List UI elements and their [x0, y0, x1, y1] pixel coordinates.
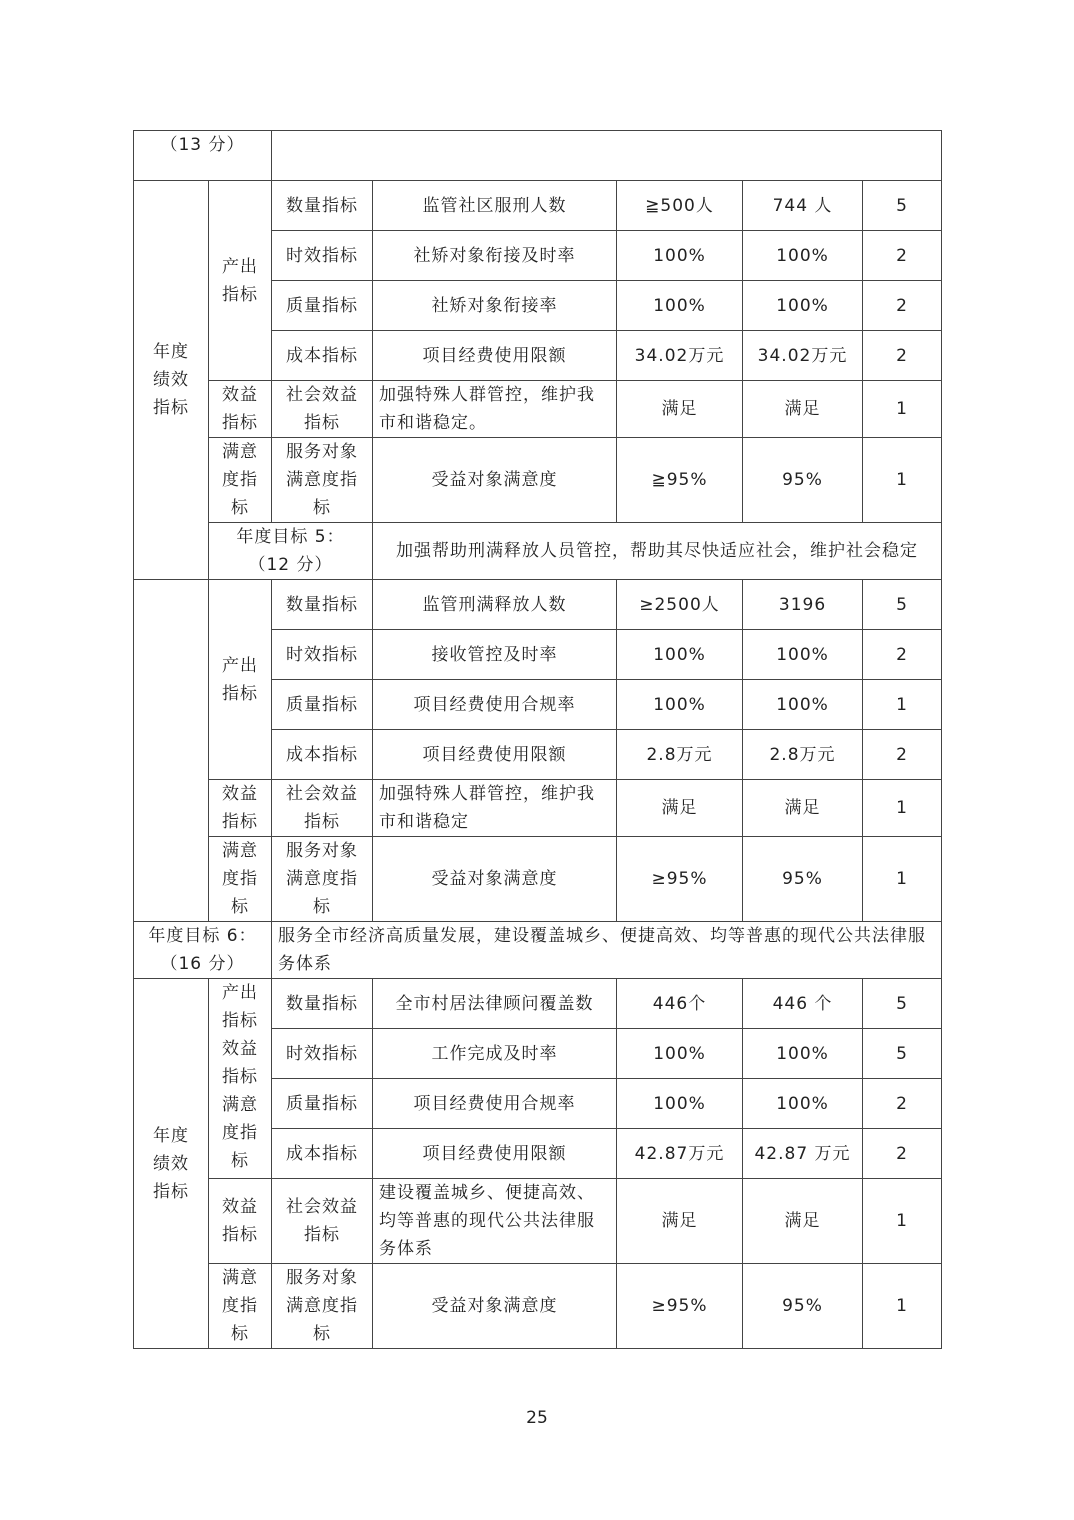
category-label: 产出 指标: [222, 256, 258, 305]
category-label: 效益 指标: [222, 385, 258, 433]
category-label: 满意 度指 标: [222, 841, 258, 917]
actual-cell: 100%: [743, 281, 863, 331]
target-cell: 满足: [617, 780, 743, 837]
block-label: 年度 绩效 指标: [153, 342, 189, 418]
table-row: [134, 438, 942, 523]
target-cell: 100%: [617, 1029, 743, 1079]
target-cell: ≥95%: [617, 1264, 743, 1349]
category-cell: [209, 580, 272, 780]
score-cell: 5: [863, 979, 942, 1029]
target-cell: 34.02万元: [617, 331, 743, 381]
table-row: [134, 979, 942, 1029]
indicator-cell: 时效指标: [272, 231, 373, 281]
category-label: 产出 指标 效益 指标 满意 度指 标: [222, 983, 258, 1171]
content-cell: 受益对象满意度: [373, 438, 617, 523]
table-row: [134, 837, 942, 922]
category-label: 满意 度指 标: [222, 442, 258, 518]
indicator-cell: 成本指标: [272, 1129, 373, 1179]
goal-title-cell: [134, 922, 272, 979]
target-cell: 446个: [617, 979, 743, 1029]
indicator-cell: [272, 438, 373, 523]
table-row: [134, 181, 942, 231]
target-cell: ≧95%: [617, 438, 743, 523]
goal-description-cell: 加强帮助刑满释放人员管控，帮助其尽快适应社会，维护社会稳定: [373, 523, 942, 580]
indicator-cell: 质量指标: [272, 281, 373, 331]
actual-cell: 446 个: [743, 979, 863, 1029]
block-label: 年度 绩效 指标: [153, 1125, 189, 1202]
actual-cell: 100%: [743, 1029, 863, 1079]
goal-score-cell: （13 分）: [134, 131, 272, 181]
score-cell: 1: [863, 1264, 942, 1349]
block-label-cell: [134, 979, 209, 1349]
content-cell: 受益对象满意度: [373, 1264, 617, 1349]
actual-cell: 满足: [743, 381, 863, 438]
content-cell: 全市村居法律顾问覆盖数: [373, 979, 617, 1029]
indicator-cell: [272, 837, 373, 922]
goal-description-cell: [272, 131, 942, 181]
page-number: 25: [526, 1408, 548, 1428]
score-cell: 1: [863, 1179, 942, 1264]
table-row: [134, 1179, 942, 1264]
category-cell: [209, 181, 272, 381]
indicator-cell: 数量指标: [272, 979, 373, 1029]
score-cell: 2: [863, 331, 942, 381]
indicator-cell: 质量指标: [272, 680, 373, 730]
target-cell: ≥2500人: [617, 580, 743, 630]
category-label: 效益 指标: [222, 784, 258, 832]
actual-cell: 34.02万元: [743, 331, 863, 381]
score-cell: 1: [863, 381, 942, 438]
content-cell: 项目经费使用限额: [373, 730, 617, 780]
content-cell: 工作完成及时率: [373, 1029, 617, 1079]
category-cell: [209, 780, 272, 837]
block-label-cell: [134, 580, 209, 922]
actual-cell: 744 人: [743, 181, 863, 231]
indicator-cell: 数量指标: [272, 580, 373, 630]
content-cell: 加强特殊人群管控，维护我市和谐稳定。: [373, 381, 617, 438]
category-label: 效益 指标: [222, 1197, 258, 1245]
category-cell: [209, 979, 272, 1179]
score-cell: 2: [863, 1129, 942, 1179]
content-cell: 项目经费使用合规率: [373, 680, 617, 730]
actual-cell: 3196: [743, 580, 863, 630]
goal-description-cell: 服务全市经济高质量发展，建设覆盖城乡、便捷高效、均等普惠的现代公共法律服务体系: [272, 922, 942, 979]
performance-table: [133, 130, 942, 1349]
target-cell: 100%: [617, 680, 743, 730]
actual-cell: 95%: [743, 837, 863, 922]
table-row: [134, 580, 942, 630]
indicator-cell: 时效指标: [272, 1029, 373, 1079]
indicator-label: 服务对象 满意度指 标: [286, 1268, 359, 1344]
goal-row: [134, 131, 942, 181]
category-label: 满意 度指 标: [222, 1268, 258, 1344]
category-cell: [209, 1264, 272, 1349]
indicator-label: 社会效益 指标: [286, 784, 359, 832]
target-cell: ≧500人: [617, 181, 743, 231]
actual-cell: 100%: [743, 231, 863, 281]
score-cell: 2: [863, 630, 942, 680]
target-cell: 100%: [617, 231, 743, 281]
target-cell: 100%: [617, 281, 743, 331]
target-cell: 满足: [617, 381, 743, 438]
content-cell: 受益对象满意度: [373, 837, 617, 922]
block-label-cell: [134, 181, 209, 580]
score-cell: 5: [863, 1029, 942, 1079]
actual-cell: 满足: [743, 780, 863, 837]
score-cell: 2: [863, 730, 942, 780]
indicator-cell: 数量指标: [272, 181, 373, 231]
goal-title: 年度目标 6： （16 分）: [148, 926, 257, 974]
indicator-cell: [272, 381, 373, 438]
category-cell: [209, 837, 272, 922]
indicator-label: 服务对象 满意度指 标: [286, 442, 359, 518]
indicator-cell: 时效指标: [272, 630, 373, 680]
content-cell: 社矫对象衔接及时率: [373, 231, 617, 281]
indicator-cell: [272, 1179, 373, 1264]
actual-cell: 42.87 万元: [743, 1129, 863, 1179]
category-label: 产出 指标: [222, 655, 258, 704]
table-row: [134, 381, 942, 438]
actual-cell: 95%: [743, 1264, 863, 1349]
actual-cell: 100%: [743, 680, 863, 730]
score-cell: 2: [863, 231, 942, 281]
content-cell: 项目经费使用合规率: [373, 1079, 617, 1129]
actual-cell: 95%: [743, 438, 863, 523]
content-cell: 项目经费使用限额: [373, 331, 617, 381]
target-cell: 100%: [617, 630, 743, 680]
score-cell: 2: [863, 281, 942, 331]
target-cell: 2.8万元: [617, 730, 743, 780]
target-cell: 满足: [617, 1179, 743, 1264]
indicator-cell: 成本指标: [272, 730, 373, 780]
score-cell: 5: [863, 181, 942, 231]
actual-cell: 满足: [743, 1179, 863, 1264]
indicator-label: 社会效益 指标: [286, 1197, 359, 1245]
target-cell: ≥95%: [617, 837, 743, 922]
table-row: [134, 780, 942, 837]
category-cell: [209, 381, 272, 438]
indicator-cell: 质量指标: [272, 1079, 373, 1129]
target-cell: 100%: [617, 1079, 743, 1129]
actual-cell: 2.8万元: [743, 730, 863, 780]
content-cell: 监管社区服刑人数: [373, 181, 617, 231]
score-cell: 1: [863, 780, 942, 837]
goal-title: 年度目标 5： （12 分）: [236, 527, 345, 575]
actual-cell: 100%: [743, 1079, 863, 1129]
goal-row: [134, 922, 942, 979]
content-cell: 加强特殊人群管控，维护我市和谐稳定: [373, 780, 617, 837]
score-cell: 1: [863, 837, 942, 922]
goal-row: [134, 523, 942, 580]
goal-title-cell: [209, 523, 373, 580]
score-cell: 5: [863, 580, 942, 630]
content-cell: 监管刑满释放人数: [373, 580, 617, 630]
table-row: [134, 1264, 942, 1349]
indicator-label: 社会效益 指标: [286, 385, 359, 433]
score-cell: 2: [863, 1079, 942, 1129]
target-cell: 42.87万元: [617, 1129, 743, 1179]
category-cell: [209, 438, 272, 523]
content-cell: 建设覆盖城乡、便捷高效、均等普惠的现代公共法律服务体系: [373, 1179, 617, 1264]
indicator-label: 服务对象 满意度指 标: [286, 841, 359, 917]
content-cell: 接收管控及时率: [373, 630, 617, 680]
indicator-cell: [272, 1264, 373, 1349]
indicator-cell: [272, 780, 373, 837]
content-cell: 项目经费使用限额: [373, 1129, 617, 1179]
indicator-cell: 成本指标: [272, 331, 373, 381]
score-cell: 1: [863, 438, 942, 523]
content-cell: 社矫对象衔接率: [373, 281, 617, 331]
category-cell: [209, 1179, 272, 1264]
actual-cell: 100%: [743, 630, 863, 680]
score-cell: 1: [863, 680, 942, 730]
